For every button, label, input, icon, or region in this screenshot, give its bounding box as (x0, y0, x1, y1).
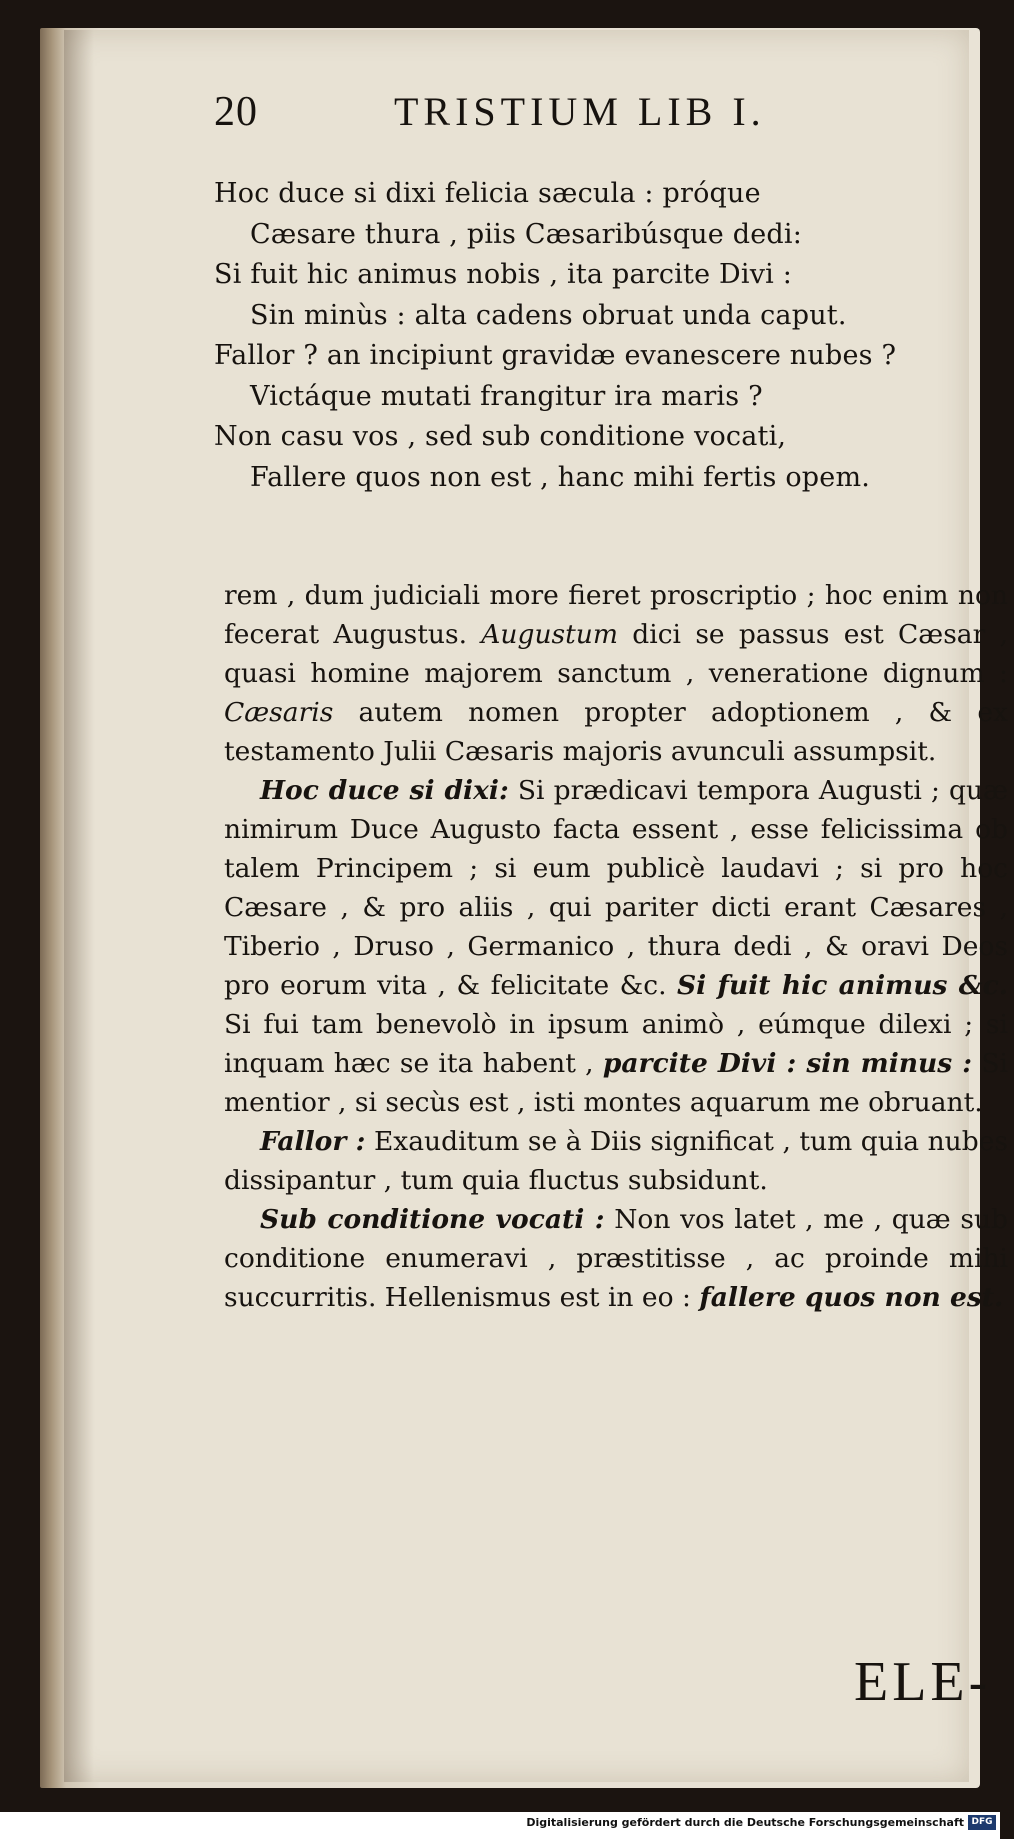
commentary-italic-term: Augustum (481, 619, 618, 650)
commentary-paragraph-2 (224, 771, 1008, 1122)
lemma: Fallor : (260, 1126, 366, 1157)
verse-block (214, 174, 1014, 498)
lemma: Sub conditione vocati : (260, 1204, 605, 1235)
commentary-text: Si fui tam benevolò in ipsum animò , eúmque dilexi ; si inquam hæc se ita habent , (224, 1009, 1008, 1079)
lemma: Hoc duce si dixi: (260, 775, 509, 806)
verse-line-4: Sin minùs : alta cadens obruat unda caput. (250, 299, 847, 331)
commentary-text: rem , dum judiciali more fieret proscriptio ; hoc enim non fecerat Augustus. (224, 580, 1008, 650)
commentary-paragraph-3 (224, 1122, 1008, 1200)
running-head: TRISTIUM LIB I. (394, 89, 766, 134)
lemma: parcite Divi : sin minus : (602, 1048, 973, 1079)
commentary-block (224, 576, 1008, 1317)
commentary-text: autem nomen propter adoptionem , & ex testamento Julii Cæsaris majoris avunculi assumpsit. (224, 697, 1008, 767)
commentary-text: dici se passus est Cæsar , quasi homine majorem sanctum , veneratione dignum : (224, 619, 1008, 689)
verse-line-7: Non casu vos , sed sub conditione vocati, (214, 421, 787, 452)
commentary-text: Si prædicavi tempora Augusti ; quæ nimirum Duce Augusto facta essent , esse felicissima ob talem Principem ; si eum publicè laudavi ; si pro hoc Cæsare , & pro aliis , qui pariter dicti erant Cæsares , Tiberio , Druso , Germanico , thura dedi , & oravi Deos pro eorum vita , & felicitate &c. (224, 775, 1008, 1001)
verse-line-5: Fallor ? an incipiunt gravidæ evanescere nubes ? (214, 340, 897, 371)
commentary-text: Non vos latet , me , quæ sub conditione enumeravi , præstitisse , ac proinde mihi succurritis. Hellenismus est in eo : (224, 1204, 1008, 1313)
commentary-paragraph-4 (224, 1200, 1008, 1317)
verse-line-8: Fallere quos non est , hanc mihi fertis opem. (250, 461, 871, 493)
lemma: fallere quos non est. (699, 1282, 1004, 1313)
book-page (64, 30, 1008, 1782)
page-header (64, 88, 969, 148)
verse-line-1: Hoc duce si dixi felicia sæcula : próque (214, 178, 761, 209)
commentary-italic-term: Cæsaris (224, 697, 334, 728)
verse-line-3: Si fuit hic animus nobis , ita parcite Divi : (214, 259, 793, 290)
commentary-text: Exauditum se à Diis significat , tum quia nubes dissipantur , tum quia fluctus subsidunt. (224, 1126, 1008, 1196)
dfg-logo: DFG (968, 1815, 996, 1830)
page-number: 20 (214, 89, 258, 135)
lemma: Si fuit hic animus &c. (677, 970, 1008, 1001)
verse-line-6: Victáque mutati frangitur ira maris ? (250, 380, 763, 412)
digitization-credit: Digitalisierung gefördert durch die Deutsche Forschungsgemeinschaft (526, 1816, 964, 1829)
commentary-paragraph-1 (224, 576, 1008, 771)
verse-line-2: Cæsare thura , piis Cæsaribúsque dedi: (250, 218, 803, 250)
commentary-text: Si mentior , si secùs est , isti montes aquarum me obruant. (224, 1048, 1008, 1118)
spine-shadow (64, 30, 94, 1782)
catchword: ELE- (854, 1651, 992, 1713)
